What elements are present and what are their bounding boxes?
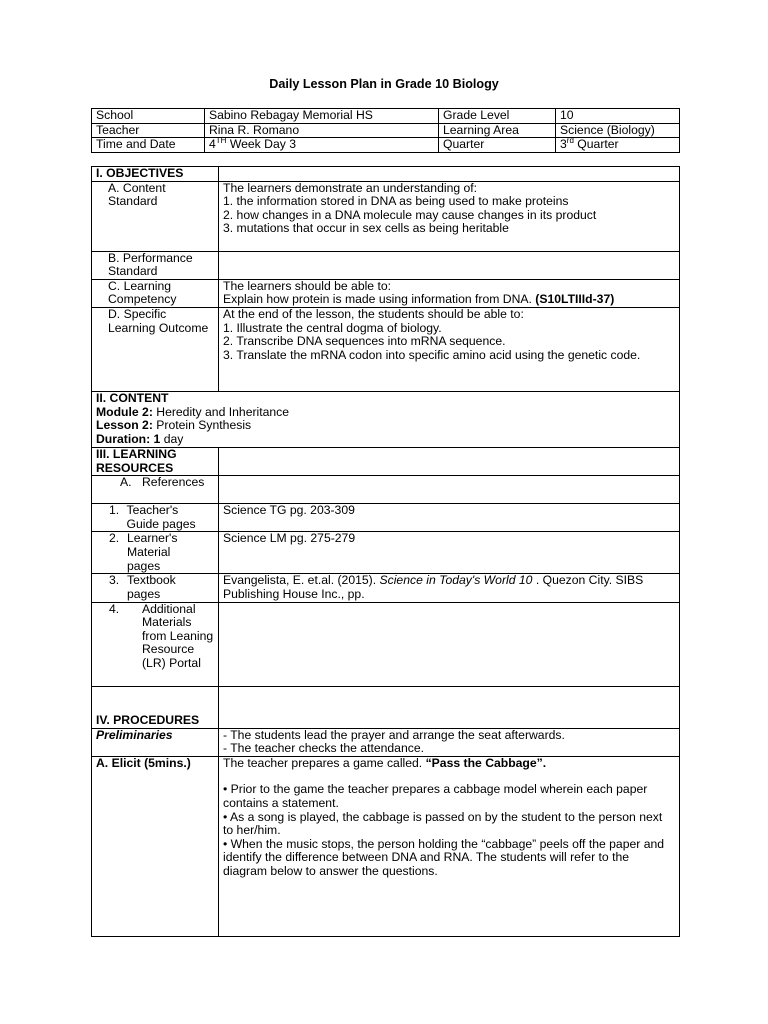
document-title: Daily Lesson Plan in Grade 10 Biology bbox=[269, 77, 499, 91]
info-table bbox=[91, 108, 680, 153]
performance-standard-label: B. Performance Standard bbox=[92, 251, 219, 279]
elicit-value: The teacher prepares a game called. “Pass the Cabbage”. • Prior to the game the teacher prepares a cabbage model wherein each paper contains a statement. • As a song is played, the cabbage is passed on by the student to the person next to her/him. • When the music stops, the person holding the “cabbage” peels off the paper and identify the difference between DNA and RNA. The students will refer to the diagram below to answer the questions. bbox=[219, 756, 680, 936]
grade-label: Grade Level bbox=[439, 109, 556, 124]
references-label: A. References bbox=[92, 476, 219, 504]
area-label: Learning Area bbox=[439, 123, 556, 138]
specific-outcome-label: D. Specific Learning Outcome bbox=[92, 307, 219, 391]
learning-competency-label: C. Learning Competency bbox=[92, 279, 219, 307]
preliminaries-label: Preliminaries bbox=[92, 728, 219, 756]
quarter-label: Quarter bbox=[439, 138, 556, 153]
time-value: 4TH Week Day 3 bbox=[205, 138, 439, 153]
teachers-guide-label: 1. Teacher's Guide pages bbox=[92, 504, 219, 532]
grade-value: 10 bbox=[556, 109, 680, 124]
teacher-label: Teacher bbox=[92, 123, 205, 138]
time-label: Time and Date bbox=[92, 138, 205, 153]
area-value: Science (Biology) bbox=[556, 123, 680, 138]
quarter-value: 3rd Quarter bbox=[556, 138, 680, 153]
textbook-label: 3. Textbook pages bbox=[92, 574, 219, 602]
procedures-heading: IV. PROCEDURES bbox=[92, 686, 219, 728]
preliminaries-value: - The students lead the prayer and arrange the seat afterwards. - The teacher checks the attendance. bbox=[219, 728, 680, 756]
teacher-value: Rina R. Romano bbox=[205, 123, 439, 138]
learners-material-label: 2. Learner's Material pages bbox=[92, 532, 219, 574]
textbook-value: Evangelista, E. et.al. (2015). Science in Today's World 10 . Quezon City. SIBS Publishing House Inc., pp. bbox=[219, 574, 680, 602]
specific-outcome-value: At the end of the lesson, the students should be able to: 1. Illustrate the central dogma of biology. 2. Transcribe DNA sequences into mRNA sequence. 3. Translate the mRNA codon into specific amino acid using the genetic code. bbox=[219, 307, 680, 391]
content-section: II. CONTENT Module 2: Heredity and Inheritance Lesson 2: Protein Synthesis Duration: 1 day bbox=[92, 391, 680, 447]
resources-heading: III. LEARNING RESOURCES bbox=[92, 447, 219, 475]
teachers-guide-value: Science TG pg. 203-309 bbox=[219, 504, 680, 532]
learners-material-value: Science LM pg. 275-279 bbox=[219, 532, 680, 574]
content-standard-label: A. Content Standard bbox=[92, 181, 219, 251]
content-standard-value: The learners demonstrate an understanding of: 1. the information stored in DNA as being used to make proteins 2. how changes in a DNA molecule may cause changes in its product 3. mutations that occur in sex cells as being heritable bbox=[219, 181, 680, 251]
school-label: School bbox=[92, 109, 205, 124]
objectives-heading: I. OBJECTIVES bbox=[92, 167, 219, 182]
school-value: Sabino Rebagay Memorial HS bbox=[205, 109, 439, 124]
lesson-plan-table bbox=[91, 166, 680, 937]
additional-materials-label: 4. Additional Materials from Leaning Resource (LR) Portal bbox=[92, 602, 219, 686]
elicit-label: A. Elicit (5mins.) bbox=[92, 756, 219, 936]
learning-competency-value: The learners should be able to: Explain how protein is made using information from DNA. (S10LTIIId-37) bbox=[219, 279, 680, 307]
